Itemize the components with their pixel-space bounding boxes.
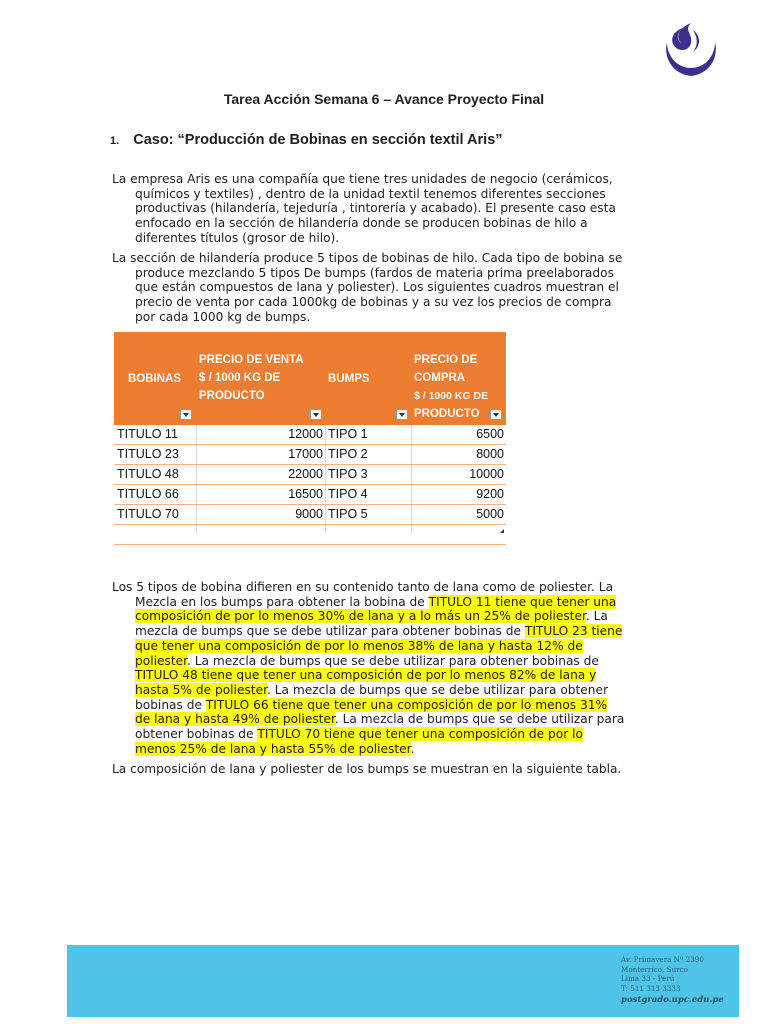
- cell-precio-compra: 5000: [476, 507, 504, 521]
- case-heading: [110, 132, 503, 148]
- highlighted-text: hasta 5% de poliester: [135, 682, 267, 697]
- case-number: 1.: [110, 135, 120, 147]
- filter-dropdown-icon[interactable]: [396, 409, 408, 420]
- cell-precio-compra: 10000: [469, 467, 504, 481]
- cell-precio-venta: 17000: [288, 447, 323, 461]
- table-row: [114, 525, 506, 545]
- section-paragraph: La sección de hilandería produce 5 tipos de bobinas de hilo. Cada tipo de bobina se produce mezclando 5 tipos De bumps (fardos de materia prima preelaborados que están compuestos de lana y poliester). Los siguientes cuadros muestran el precio de venta por cada 1000kg de bobinas y a su vez los precios de compra por cada 1000 kg de bumps.: [112, 251, 623, 324]
- header-bobinas: BOBINAS: [128, 373, 182, 385]
- cell-bobina: TITULO 11: [117, 427, 178, 441]
- footer-address: Av. Primavera Nº 2390 Monterrico, Surco Lima 33 - Perú T: 511 313 3333: [621, 955, 704, 993]
- cell-precio-compra: 9200: [476, 487, 504, 501]
- table-row: [114, 465, 506, 485]
- cell-precio-compra: 8000: [476, 447, 504, 461]
- price-table: [114, 332, 506, 537]
- header-precio-compra: PRECIO DE COMPRA $ / 1000 KG DE PRODUCTO: [414, 354, 489, 420]
- cell-precio-compra: 6500: [476, 427, 504, 441]
- table-row: [114, 505, 506, 525]
- cell-bobina: TITULO 66: [117, 487, 179, 501]
- table-row: [114, 485, 506, 505]
- cell-bump: TIPO 4: [328, 487, 368, 501]
- cell-precio-venta: 22000: [288, 467, 323, 481]
- header-bumps: BUMPS: [328, 373, 370, 385]
- highlighted-text: que tener una composición de por lo menos 38% de lana y hasta 12% de: [135, 638, 583, 653]
- document-title: Tarea Acción Semana 6 – Avance Proyecto Final: [223, 91, 545, 107]
- cell-bump: TIPO 2: [328, 447, 368, 461]
- intro-paragraph: La empresa Aris es una compañía que tiene tres unidades de negocio (cerámicos, químicos y textiles) , dentro de la unidad textil tenemos diferentes secciones productivas (hilandería, tejeduría , tintorería y acabado). El presente caso esta enfocado en la sección de hilandería donde se producen bobinas de hilo a diferentes títulos (grosor de hilo).: [112, 172, 616, 245]
- highlighted-text: poliester: [135, 653, 187, 668]
- footer-website: postgrado.upc.edu.pe: [621, 995, 724, 1005]
- highlighted-text: composición de por lo menos 30% de lana y a lo más un 25% de poliester: [135, 609, 586, 624]
- cell-precio-venta: 9000: [295, 507, 323, 521]
- highlighted-text: TITULO 23 tiene: [524, 624, 623, 639]
- cell-bobina: TITULO 70: [117, 507, 179, 521]
- closing-paragraph: La composición de lana y poliester de los bumps se muestran en la siguiente tabla.: [112, 762, 622, 776]
- cell-bump: TIPO 5: [328, 507, 368, 521]
- highlighted-text: TITULO 70 tiene que tener una composición de por lo: [257, 727, 583, 742]
- table-header: [114, 332, 506, 425]
- cell-precio-venta: 16500: [288, 487, 323, 501]
- cell-bump: TIPO 3: [328, 467, 368, 481]
- filter-dropdown-icon[interactable]: [490, 409, 502, 420]
- header-precio-venta: PRECIO DE VENTA $ / 1000 KG DE PRODUCTO: [199, 354, 304, 402]
- cell-bobina: TITULO 23: [117, 447, 179, 461]
- highlighted-text: TITULO 48 tiene que tener una composición de por lo menos 82% de lana y: [135, 668, 597, 683]
- case-heading-text: Caso: “Producción de Bobinas en sección textil Aris”: [133, 132, 503, 148]
- table-body: [114, 425, 506, 545]
- cell-bump: TIPO 1: [328, 427, 368, 441]
- filter-dropdown-icon[interactable]: [180, 409, 192, 420]
- highlighted-text: TITULO 11 tiene que tener una: [428, 594, 617, 609]
- upc-logo-icon: [663, 22, 719, 78]
- table-row: [114, 425, 506, 445]
- cell-precio-venta: 12000: [288, 427, 323, 441]
- highlighted-text: de lana y hasta 49% de poliester: [135, 712, 335, 727]
- highlighted-text: TITULO 66 tiene que tener una composición de por lo menos 31%: [205, 697, 608, 712]
- table-resize-handle-icon[interactable]: [500, 529, 504, 533]
- cell-bobina: TITULO 48: [117, 467, 179, 481]
- filter-dropdown-icon[interactable]: [310, 409, 322, 420]
- table-row: [114, 445, 506, 465]
- highlighted-text: menos 25% de lana y hasta 55% de poliester: [135, 741, 411, 756]
- composition-paragraph: Los 5 tipos de bobina difieren en su contenido tanto de lana como de poliester. La Mezcla en los bumps para obtener la bobina de TITULO 11 tiene que tener una composición de por lo menos 30% de lana y a lo más un 25% de poliester. La mezcla de bumps que se debe utilizar para obtener bobinas de TITULO 23 tiene que tener una composición de por lo menos 38% de lana y hasta 12% de poliester. La mezcla de bumps que se debe utilizar para obtener bobinas de TITULO 48 tiene que tener una composición de por lo menos 82% de lana y hasta 5% de poliester. La mezcla de bumps que se debe utilizar para obtener bobinas de TITULO 66 tiene que tener una composición de por lo menos 31% de lana y hasta 49% de poliester. La mezcla de bumps que se debe utilizar para obtener bobinas de TITULO 70 tiene que tener una composición de por lo menos 25% de lana y hasta 55% de poliester.: [112, 580, 625, 756]
